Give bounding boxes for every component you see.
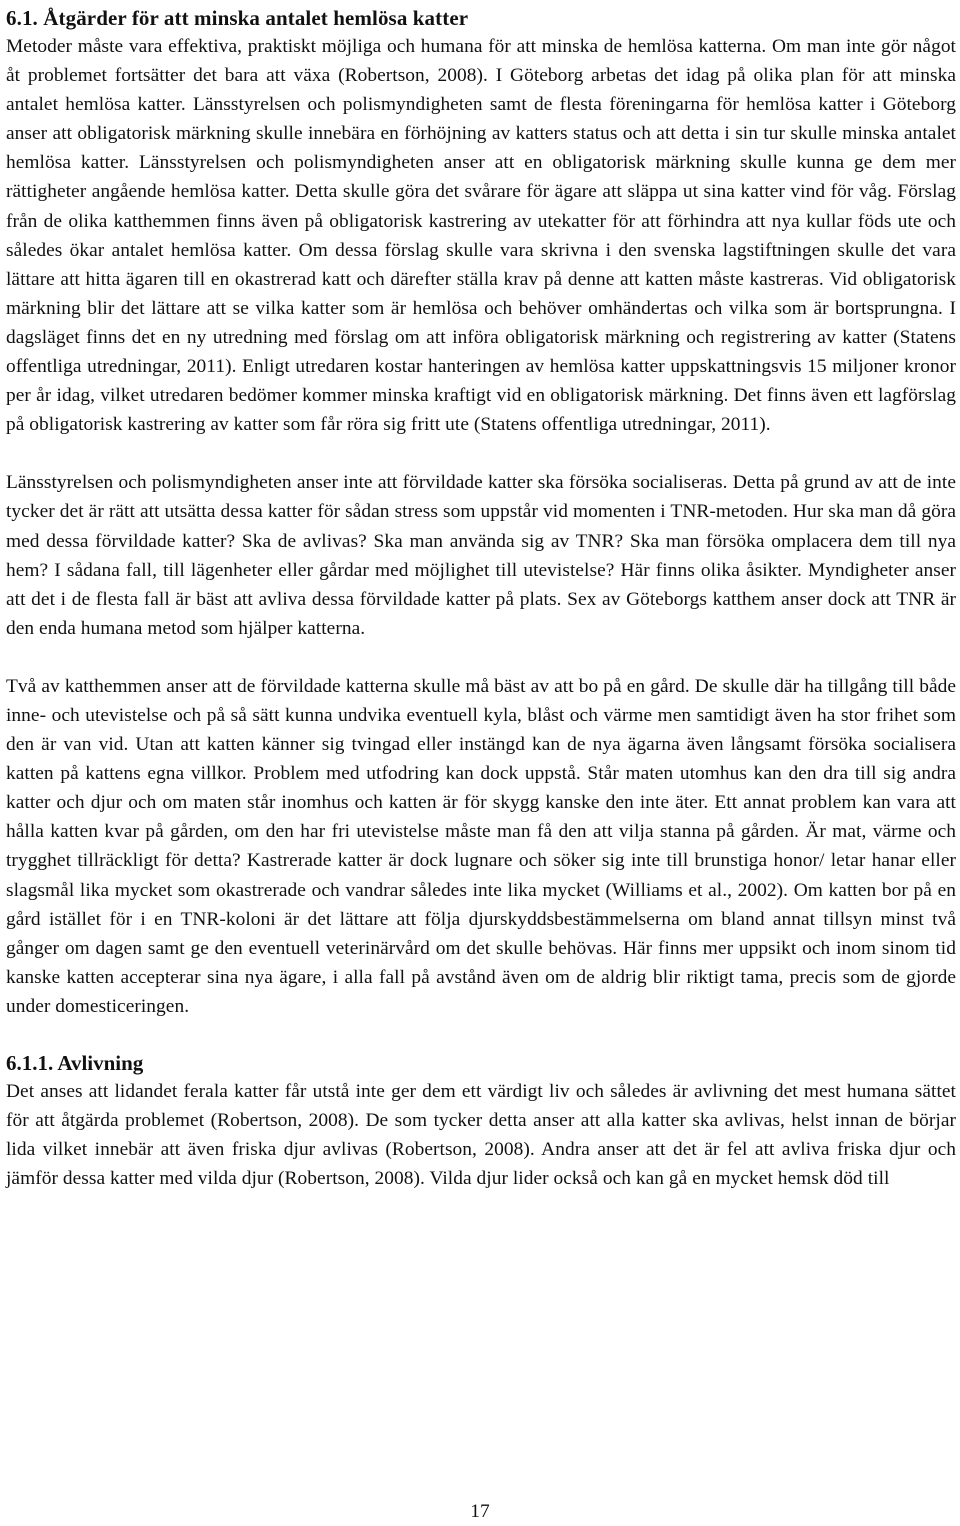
subsection-heading: 6.1.1. Avlivning (6, 1051, 144, 1075)
page-number: 17 (470, 1501, 490, 1522)
page-content (6, 4, 956, 1193)
paragraph-2: Länsstyrelsen och polismyndigheten anser inte att förvildade katter ska försöka socialiseras. Detta på grund av att de inte tycker det är rätt att utsätta dessa katter för sådan stress som uppstår vid momenten i TNR-metoden. Hur ska man då göra med dessa förvildade katter? Ska de avlivas? Ska man använda sig av TNR? Ska man försöka omplacera dem till nya hem? I sådana fall, till lägenheter eller gårdar med möjlighet till utevistelse? Här finns olika åsikter. Myndigheter anser att det i de flesta fall är bäst att avliva dessa förvildade katter på plats. Sex av Göteborgs katthem anser dock att TNR är den enda humana metod som hjälper katterna. (6, 472, 956, 639)
paragraph-3: Två av katthemmen anser att de förvildade katterna skulle må bäst av att bo på en gård. De skulle där ha tillgång till både inne- och utevistelse och på så sätt kunna undvika eventuell kyla, blåst och värme men samtidigt även ha stor frihet som den är van vid. Utan att katten känner sig tvingad eller instängd kan de nya ägarna även långsamt försöka socialisera katten på kattens egna villkor. Problem med utfodring kan dock uppstå. Står maten utomhus kan den dra till sig andra katter och djur och om maten står inomhus och katten är för skygg kanske den inte äter. Ett annat problem kan vara att hålla katten kvar på gården, om den har fri utevistelse måste man få den att vilja stanna på gården. Är mat, värme och trygghet tillräckligt för detta? Kastrerade katter är dock lugnare och söker sig inte till brunstiga honor/ letar hanar eller slagsmål lika mycket som okastrerade och vandrar således inte lika mycket (Williams et al., 2002). Om katten bor på en gård istället för i en TNR-koloni är det lättare att följa djurskyddsbestämmelserna om bland annat tillsyn minst två gånger om dagen samt ge den eventuell veterinärvård om det skulle behövas. Här finns mer uppsikt och inom sinom tid kanske katten accepterar sina nya ägare, i alla fall på avstånd även om de aldrig blir riktigt tama, precis som de gjorde under domesticeringen. (6, 675, 956, 1017)
subsection-paragraph: Det anses att lidandet ferala katter får utstå inte ger dem ett värdigt liv och således är avlivning det mest humana sättet för att åtgärda problemet (Robertson, 2008). De som tycker detta anser att alla katter ska avlivas, helst innan de börjar lida vilket innebär att även friska djur avlivas (Robertson, 2008). Andra anser att det är fel att avliva friska djur och jämför dessa katter med vilda djur (Robertson, 2008). Vilda djur lider också och kan gå en mycket hemsk död till (6, 1081, 956, 1190)
section-heading: 6.1. Åtgärder för att minska antalet hemlösa katter (6, 6, 469, 30)
paragraph-1: Metoder måste vara effektiva, praktiskt möjliga och humana för att minska de hemlösa katterna. Om man inte gör något åt problemet fortsätter det bara att växa (Robertson, 2008). I Göteborg arbetas det idag på olika plan för att minska antalet hemlösa katter. Länsstyrelsen och polismyndigheten samt de flesta föreningarna för hemlösa katter i Göteborg anser att obligatorisk märkning skulle innebära en förhöjning av katters status och att detta i sin tur skulle minska antalet hemlösa katter. Länsstyrelsen och polismyndigheten anser att en obligatorisk märkning skulle kunna ge dem mer rättigheter angående hemlösa katter. Detta skulle göra det svårare för ägare att släppa ut sina katter vind för våg. Förslag från de olika katthemmen finns även på obligatorisk kastrering av utekatter för att förhindra att nya kullar föds ute och således ökar antalet hemlösa katter. Om dessa förslag skulle vara skrivna i den svenska lagstiftningen skulle det vara lättare att hitta ägaren till en okastrerad katt och därefter ställa krav på denne att katten måste kastreras. Vid obligatorisk märkning blir det lättare att se vilka katter som är hemlösa och behöver omhändertas och vilka som är bortsprungna. I dagsläget finns det en ny utredning med förslag om att införa obligatorisk märkning och registrering av katter (Statens offentliga utredningar, 2011). Enligt utredaren kostar hanteringen av hemlösa katter uppskattningsvis 15 miljoner kronor per år idag, vilket utredaren bedömer kommer minska kraftigt vid en obligatorisk märkning. Det finns även ett lagförslag på obligatorisk kastrering av katter som får röra sig fritt ute (Statens offentliga utredningar, 2011). (6, 36, 956, 436)
